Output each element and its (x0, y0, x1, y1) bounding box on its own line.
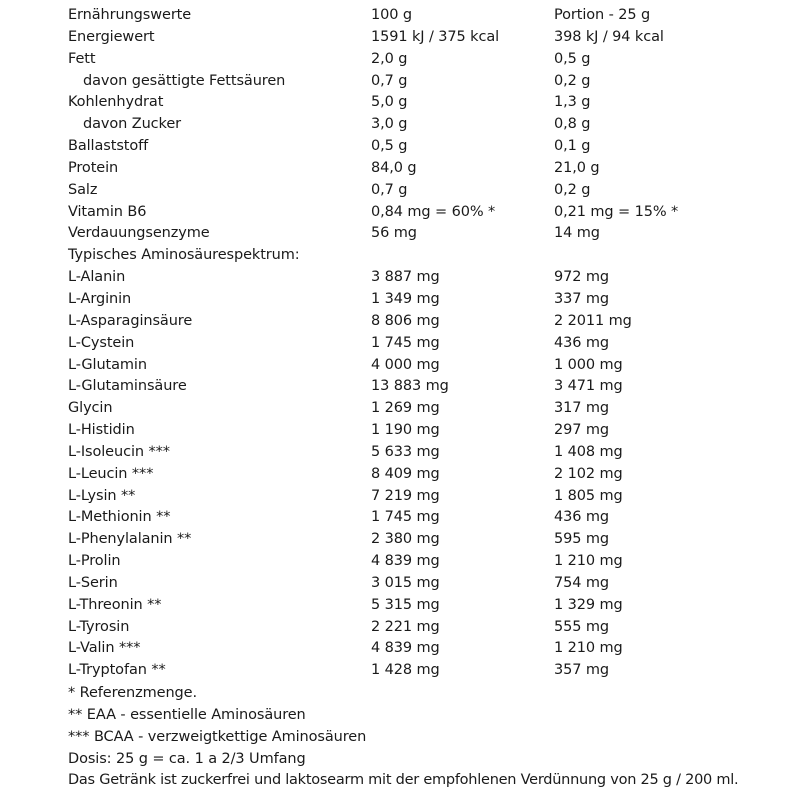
amino-acid-row-name: L-Asparaginsäure (68, 312, 193, 329)
amino-acid-row-name: L-Cystein (68, 334, 135, 351)
amino-acid-row (68, 507, 788, 529)
amino-acid-row (68, 464, 788, 486)
nutrient-row-per-portion: 0,21 mg = 15% * (554, 203, 679, 220)
amino-acid-row-per-portion: 297 mg (554, 422, 610, 439)
amino-acid-row-per-100g: 1 269 mg (371, 400, 440, 417)
amino-acid-row-name: L-Tryptofan ** (68, 662, 166, 679)
amino-acid-row-per-portion: 754 mg (554, 574, 610, 591)
nutrition-table (68, 5, 788, 682)
nutrient-row-per-100g: 0,84 mg = 60% * (371, 203, 496, 220)
amino-acid-row-per-portion: 337 mg (554, 290, 610, 307)
amino-acid-row-per-portion: 2 2011 mg (554, 312, 632, 329)
amino-acid-row-name: L-Prolin (68, 553, 121, 570)
nutrient-row-name: Fett (68, 50, 96, 67)
amino-acid-row-per-portion: 1 408 mg (554, 443, 623, 460)
footnote-bcaa: *** BCAA - verzweigtkettige Aminosäuren (68, 728, 367, 745)
amino-acid-row-per-portion: 436 mg (554, 509, 610, 526)
amino-acid-row-per-100g: 5 315 mg (371, 596, 440, 613)
nutrient-row (68, 27, 788, 49)
amino-acid-row-per-portion: 972 mg (554, 269, 610, 286)
nutrient-row-per-portion: 0,2 g (554, 72, 591, 89)
amino-acid-row-name: L-Leucin *** (68, 465, 154, 482)
nutrient-row (68, 223, 788, 245)
nutrient-row-name: Vitamin B6 (68, 203, 147, 220)
amino-acid-row-name: L-Valin *** (68, 640, 141, 657)
nutrient-row-name: Salz (68, 181, 98, 198)
amino-acid-row (68, 267, 788, 289)
amino-acid-row (68, 638, 788, 660)
amino-acid-row-per-100g: 1 349 mg (371, 290, 440, 307)
amino-acid-row-per-100g: 1 745 mg (371, 334, 440, 351)
amino-acid-row-per-portion: 1 210 mg (554, 553, 623, 570)
nutrient-row-per-portion: 0,2 g (554, 181, 591, 198)
header-label: Ernährungswerte (68, 7, 192, 23)
amino-acid-row-per-portion: 595 mg (554, 531, 610, 548)
amino-acid-row (68, 660, 788, 682)
amino-acid-row-per-100g: 7 219 mg (371, 487, 440, 504)
amino-acid-row-name: L-Methionin ** (68, 509, 171, 526)
amino-acid-row-per-portion: 555 mg (554, 618, 610, 635)
amino-acid-row-name: L-Alanin (68, 269, 126, 286)
nutrient-row-name: Ballaststoff (68, 138, 149, 155)
amino-acid-row (68, 420, 788, 442)
nutrient-row-name: Verdauungsenzyme (68, 225, 210, 242)
nutrient-row-per-100g: 84,0 g (371, 159, 417, 176)
amino-acid-row (68, 486, 788, 508)
amino-acid-row-per-100g: 3 015 mg (371, 574, 440, 591)
nutrient-row (68, 202, 788, 224)
nutrient-row (68, 92, 788, 114)
amino-acid-row (68, 398, 788, 420)
nutrient-row-per-portion: 398 kJ / 94 kcal (554, 28, 664, 45)
nutrient-row (68, 71, 788, 93)
amino-acid-row-per-100g: 4 839 mg (371, 553, 440, 570)
amino-acid-row (68, 573, 788, 595)
nutrient-row-per-100g: 56 mg (371, 225, 417, 242)
amino-acid-row-per-portion: 317 mg (554, 400, 610, 417)
amino-acid-row-per-portion: 1 329 mg (554, 596, 623, 613)
amino-acid-row-per-100g: 1 190 mg (371, 422, 440, 439)
nutrient-row-per-100g: 0,7 g (371, 72, 408, 89)
amino-acid-row-name: L-Histidin (68, 422, 135, 439)
amino-acid-row-per-100g: 4 839 mg (371, 640, 440, 657)
header-per-100g: 100 g (371, 7, 412, 23)
amino-acid-row (68, 442, 788, 464)
amino-acid-row-per-portion: 1 210 mg (554, 640, 623, 657)
amino-acid-row-per-100g: 4 000 mg (371, 356, 440, 373)
amino-acid-row-per-portion: 3 471 mg (554, 378, 623, 395)
amino-acid-row-name: Glycin (68, 400, 113, 417)
footnote-eaa: ** EAA - essentielle Aminosäuren (68, 706, 306, 723)
amino-acid-row (68, 289, 788, 311)
preparation-note: Das Getränk ist zuckerfrei und laktosearm mit der empfohlenen Verdünnung von 25 g / 200 ml. (68, 772, 739, 789)
amino-acid-row (68, 617, 788, 639)
nutrient-row-per-100g: 3,0 g (371, 116, 408, 133)
amino-acid-row (68, 551, 788, 573)
amino-acid-row (68, 595, 788, 617)
nutrient-row-name: davon Zucker (83, 116, 181, 133)
footnote-reference: * Referenzmenge. (68, 685, 197, 701)
amino-acid-rows (68, 267, 788, 682)
amino-acid-row-name: L-Serin (68, 574, 118, 591)
nutrient-row-per-100g: 0,5 g (371, 138, 408, 155)
nutrient-row-per-portion: 14 mg (554, 225, 600, 242)
amino-acid-row-per-portion: 2 102 mg (554, 465, 623, 482)
amino-acid-row-per-portion: 357 mg (554, 662, 610, 679)
nutrient-row-per-100g: 0,7 g (371, 181, 408, 198)
amino-acid-row (68, 376, 788, 398)
amino-acid-row-per-100g: 8 806 mg (371, 312, 440, 329)
dosage-note: Dosis: 25 g = ca. 1 a 2/3 Umfang (68, 750, 306, 767)
amino-acid-row-per-portion: 1 000 mg (554, 356, 623, 373)
nutrient-row-per-portion: 21,0 g (554, 159, 600, 176)
nutrient-row-name: davon gesättigte Fettsäuren (83, 72, 286, 89)
amino-acid-row-name: L-Arginin (68, 290, 132, 307)
amino-acid-row-per-100g: 13 883 mg (371, 378, 449, 395)
nutrient-row-per-portion: 0,1 g (554, 138, 591, 155)
nutrient-row-per-100g: 5,0 g (371, 94, 408, 111)
nutrient-row-name: Energiewert (68, 28, 155, 45)
nutrient-row (68, 136, 788, 158)
header-per-portion: Portion - 25 g (554, 7, 651, 23)
amino-acid-row-per-portion: 1 805 mg (554, 487, 623, 504)
amino-acid-row (68, 333, 788, 355)
nutrient-row-per-portion: 0,5 g (554, 50, 591, 67)
amino-acid-row-name: L-Glutaminsäure (68, 378, 187, 395)
amino-acid-row-name: L-Lysin ** (68, 487, 136, 504)
nutrient-row (68, 114, 788, 136)
amino-acid-row-per-portion: 436 mg (554, 334, 610, 351)
amino-acid-row-per-100g: 1 745 mg (371, 509, 440, 526)
amino-acid-row-per-100g: 1 428 mg (371, 662, 440, 679)
amino-acid-row (68, 529, 788, 551)
amino-acid-row (68, 311, 788, 333)
nutrient-row (68, 49, 788, 71)
nutrient-row-per-portion: 0,8 g (554, 116, 591, 133)
nutrient-row-per-100g: 2,0 g (371, 50, 408, 67)
amino-acid-row (68, 355, 788, 377)
footnotes (68, 683, 793, 792)
amino-acid-row-name: L-Threonin ** (68, 596, 162, 613)
amino-acid-row-per-100g: 2 221 mg (371, 618, 440, 635)
amino-acid-row-name: L-Isoleucin *** (68, 443, 170, 460)
amino-heading: Typisches Aminosäurespektrum: (68, 247, 300, 264)
nutrient-row (68, 158, 788, 180)
nutrient-row-name: Kohlenhydrat (68, 94, 164, 111)
table-header-row (68, 5, 788, 27)
amino-acid-row-name: L-Glutamin (68, 356, 147, 373)
amino-acid-row-per-100g: 5 633 mg (371, 443, 440, 460)
nutrient-row-name: Protein (68, 159, 119, 176)
amino-acid-row-name: L-Phenylalanin ** (68, 531, 192, 548)
amino-heading-row (68, 245, 788, 267)
nutrient-row-per-portion: 1,3 g (554, 94, 591, 111)
nutrient-rows (68, 27, 788, 245)
nutrient-row (68, 180, 788, 202)
amino-acid-row-name: L-Tyrosin (68, 618, 130, 635)
amino-acid-row-per-100g: 2 380 mg (371, 531, 440, 548)
amino-acid-row-per-100g: 3 887 mg (371, 269, 440, 286)
nutrient-row-per-100g: 1591 kJ / 375 kcal (371, 28, 500, 45)
amino-acid-row-per-100g: 8 409 mg (371, 465, 440, 482)
